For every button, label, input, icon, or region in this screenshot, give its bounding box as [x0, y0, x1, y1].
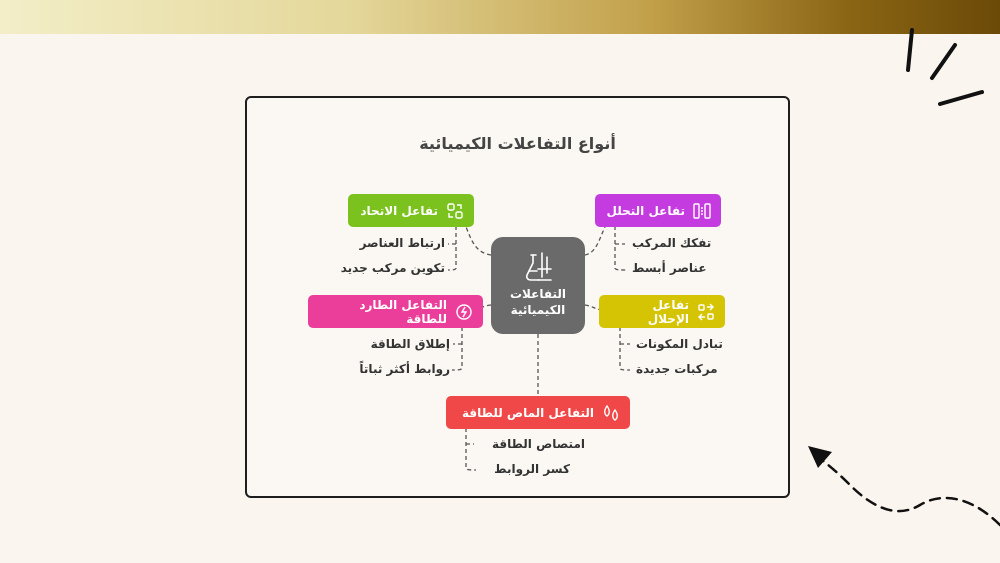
center-line1: التفاعلات	[509, 287, 567, 301]
energy-out-icon	[455, 303, 473, 321]
node-endothermic	[446, 396, 630, 429]
merge-icon	[446, 202, 464, 220]
spark-doodle-icon	[908, 30, 982, 104]
endothermic-item-1: امتصاص الطاقة	[491, 437, 585, 451]
diagram-title: أنواع التفاعلات الكيميائية	[419, 134, 616, 153]
union-item-1: ارتباط العناصر	[359, 236, 445, 250]
node-decomposition-label: تفاعل التحلل	[606, 203, 685, 218]
exothermic-item-1: إطلاق الطاقة	[370, 337, 450, 351]
exothermic-item-2: روابط أكثر ثباتاً	[359, 362, 450, 376]
arrow-head-icon	[808, 446, 832, 468]
endothermic-item-2: كسر الروابط	[494, 462, 570, 476]
node-union	[348, 194, 474, 227]
center-node	[491, 237, 585, 334]
energy-in-icon	[602, 404, 620, 422]
decomposition-item-1: تفكك المركب	[632, 236, 712, 250]
node-endothermic-label: التفاعل الماص للطاقة	[462, 405, 594, 420]
replacement-item-1: تبادل المكونات	[636, 337, 723, 351]
union-item-2: تكوين مركب جديد	[340, 261, 445, 275]
top-gradient-bar	[0, 0, 1000, 34]
dashed-arrow-icon	[815, 455, 1000, 525]
replacement-item-2: مركبات جديدة	[636, 362, 718, 376]
center-line2: الكيميائية	[510, 303, 566, 317]
split-icon	[693, 202, 711, 220]
lab-flask-icon	[524, 251, 552, 283]
node-union-label: تفاعل الاتحاد	[360, 203, 438, 218]
node-decomposition	[595, 194, 721, 227]
node-replacement-label: تفاعل الإحلال	[647, 297, 689, 326]
node-replacement	[599, 295, 725, 328]
exchange-icon	[697, 303, 715, 321]
node-exothermic-label: التفاعل الطارد للطاقة	[359, 297, 447, 326]
node-exothermic	[308, 295, 483, 328]
decomposition-item-2: عناصر أبسط	[632, 261, 707, 275]
